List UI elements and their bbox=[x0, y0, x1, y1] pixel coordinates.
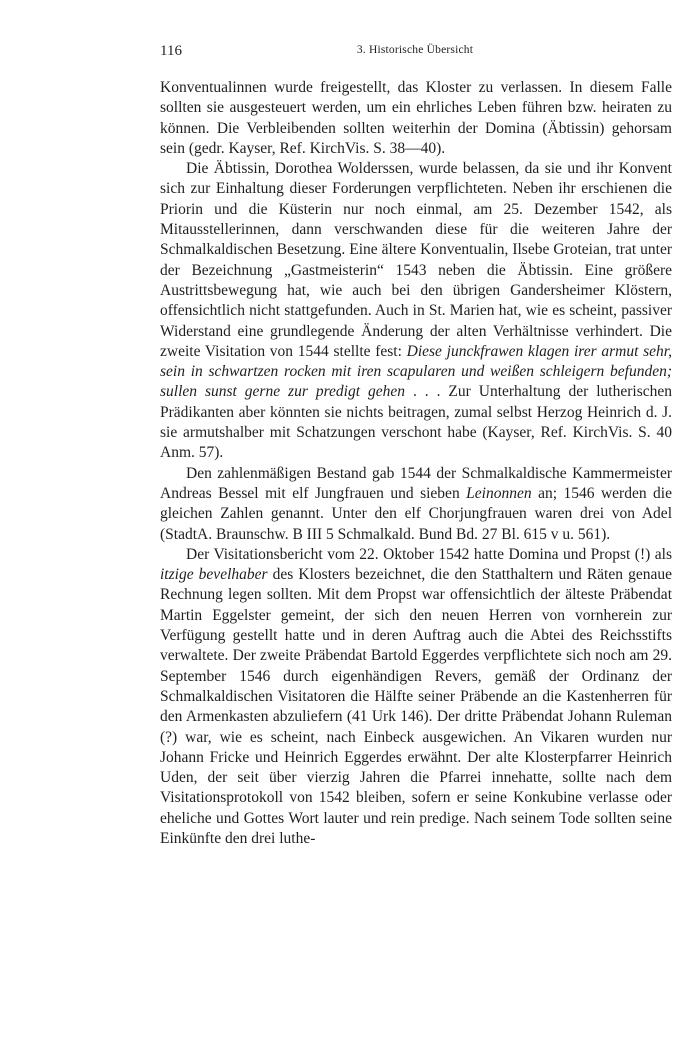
text-run: . . . Zur Unterhaltung der lutherischen Prädikanten aber könnten sie nichts beitragen, zumal selbst Herzog Heinrich d. J. sie armutshalber mit Schatzungen verschont habe (Kayser, Ref. KirchVis. S. 40 Anm. 57). bbox=[160, 383, 672, 462]
quotation-run: itzige bevelhaber bbox=[160, 566, 268, 584]
quotation-run: Diese junckfrawen klagen irer armut sehr, sein in schwartzen rocken mit iren scapularen und weißen schleigern befunden; sullen sunst gerne zur predigt gehen bbox=[160, 342, 672, 401]
text-run: Die Äbtissin, Dorothea Wolderssen, wurde belassen, da sie und ihr Konvent sich zur Einhaltung dieser Forderungen verpflichteten. Neben ihr erschienen die Priorin und die Küsterin nur noch einmal, am 25. Dezember 1542, als Mitausstellerinnen, dann verschwanden diese für die weiteren Jahre der Schmalkaldischen Besetzung. Eine ältere Konventualin, Ilsebe Groteian, trat unter der Bezeichnung „Gastmeisterin“ 1543 neben die Äbtissin. Eine größere Austrittsbewegung hat, wie auch bei den übrigen Gandersheimer Klöstern, offensichtlich nicht stattgefunden. Auch in St. Marien hat, wie es scheint, passiver Widerstand eine grundlegende Änderung der alten Verhältnisse verhindert. Die zweite Visitation von 1544 stellte fest: bbox=[160, 160, 672, 360]
page-header bbox=[160, 43, 670, 65]
paragraph-1 bbox=[160, 78, 672, 159]
running-head: 3. Historische Übersicht bbox=[356, 44, 474, 56]
body-text bbox=[160, 78, 672, 849]
paragraph-4 bbox=[160, 545, 672, 849]
paragraph-2 bbox=[160, 159, 672, 463]
text-run: Der Visitationsbericht vom 22. Oktober 1542 hatte Domina und Propst (!) als bbox=[186, 545, 672, 563]
text-run: an; 1546 werden die gleichen Zahlen genannt. Unter den elf Chorjungfrauen waren drei von Adel (StadtA. Braunschw. B III 5 Schmalkald. Bund Bd. 27 Bl. 615 v u. 561). bbox=[160, 484, 672, 543]
text-run: Den zahlenmäßigen Bestand gab 1544 der Schmalkaldische Kammermeister Andreas Bessel mit elf Jungfrauen und sieben bbox=[160, 464, 672, 502]
page-number: 116 bbox=[160, 43, 182, 59]
quotation-run: Leinonnen bbox=[466, 484, 532, 502]
text-run: des Klosters bezeichnet, die den Statthaltern und Räten genaue Rechnung legen sollten. Mit dem Propst war offensichtlich der älteste Präbendat Martin Eggelster gemeint, der sich den neuen Herren von vornherein zur Verfügung gestellt hatte und in deren Auftrag auch die Abtei des Reichsstifts verwaltete. Der zweite Präbendat Bartold Eggerdes verpflichtete sich noch am 29. September 1546 durch eigenhändigen Revers, gemäß der Ordinanz der Schmalkaldischen Visitatoren die Hälfte seiner Präbende an die Kastenherren für den Armenkasten abzuliefern (41 Urk 146). Der dritte Präbendat Johann Ruleman (?) war, wie es scheint, nach Einbeck ausgewichen. An Vikaren wurden nur Johann Fricke und Heinrich Eggerdes erwähnt. Der alte Klosterpfarrer Heinrich Uden, der seit über vierzig Jahren die Pfarrei innehatte, sollte nach dem Visitationsprotokoll von 1542 bleiben, sofern er seine Konkubine verlasse oder eheliche und Gottes Wort lauter und rein predige. Nach seinem Tode sollten seine Einkünfte den drei luthe- bbox=[160, 566, 672, 847]
text-run: Konventualinnen wurde freigestellt, das Kloster zu verlassen. In diesem Falle sollten sie ausgesteuert werden, um ein ehrliches Leben führen bzw. heiraten zu können. Die Verbleibenden sollten weiterhin der Domina (Äbtissin) gehorsam sein (gedr. Kayser, Ref. KirchVis. S. 38—40). bbox=[160, 79, 672, 157]
paragraph-3 bbox=[160, 464, 672, 545]
